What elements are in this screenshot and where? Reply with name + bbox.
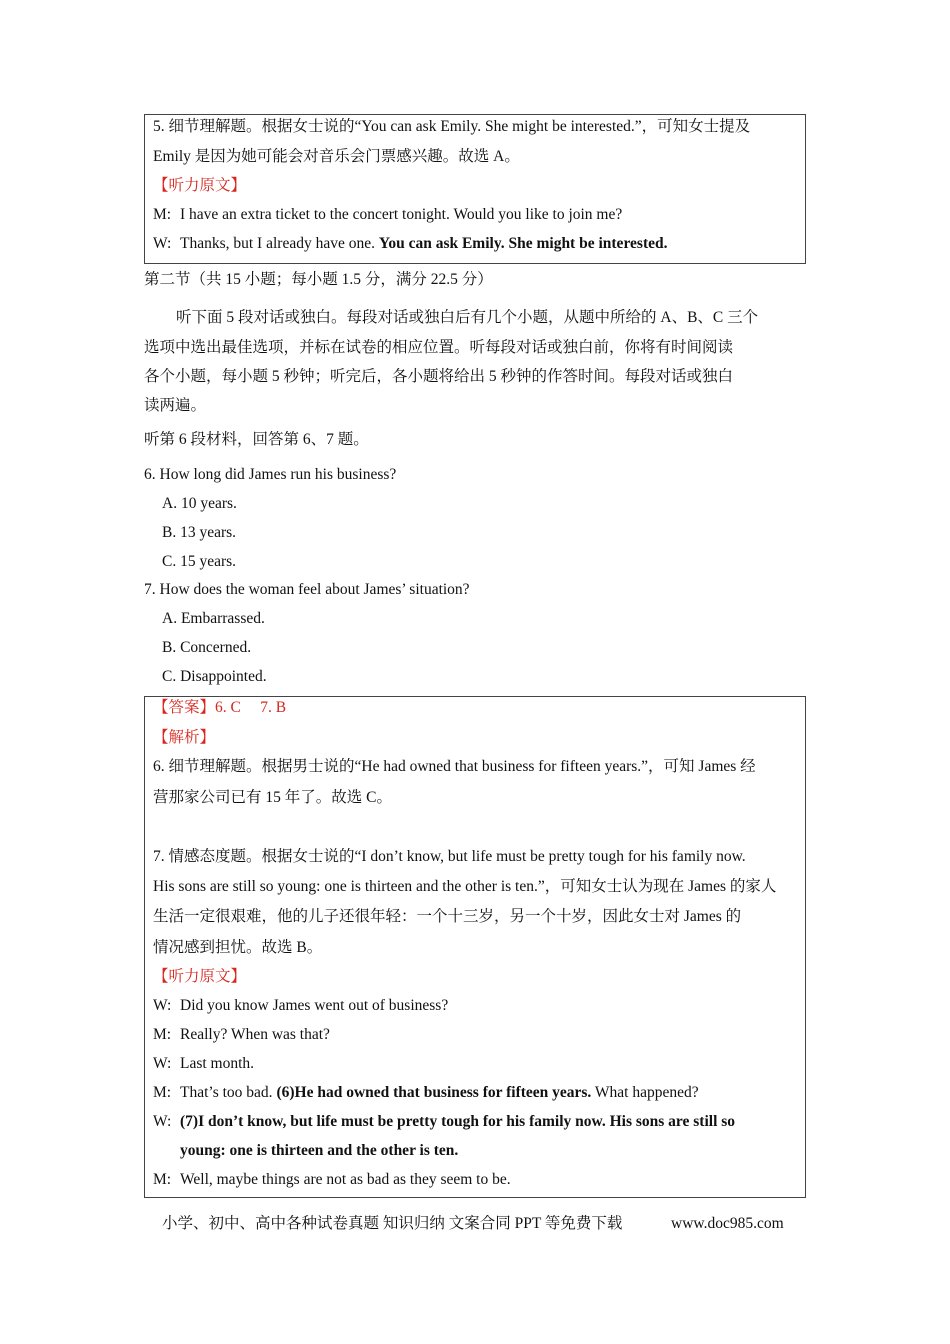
transcript-label-q6-q7: 【听力原文】 <box>153 968 247 985</box>
q6-option-a: A. 10 years. <box>162 495 237 512</box>
dialogue-text: Did you know James went out of business? <box>180 997 449 1014</box>
speaker-label: M: <box>153 1026 172 1043</box>
q7-analysis-line4: 情况感到担忧。故选 B。 <box>153 939 323 956</box>
q6-option-c: C. 15 years. <box>162 553 237 570</box>
answer-label: 【答案】 <box>153 699 216 716</box>
question-6: 6. How long did James run his business? <box>144 466 397 483</box>
analysis-label: 【解析】 <box>153 729 216 746</box>
dialogue-line <box>153 1083 699 1103</box>
speaker-label: M: <box>153 206 172 223</box>
q7-option-a: A. Embarrassed. <box>162 610 265 627</box>
footer-text: 小学、初中、高中各种试卷真题 知识归纳 文案合同 PPT 等免费下载 <box>162 1215 623 1232</box>
q7-option-c: C. Disappointed. <box>162 668 267 685</box>
instruction-line2: 选项中选出最佳选项，并标在试卷的相应位置。听每段对话或独白前，你将有时间阅读 <box>144 339 734 356</box>
dialogue-text-bold: (7)I don’t know, but life must be pretty tough for his family now. His sons are still so <box>180 1113 736 1130</box>
section-title: 第二节（共 15 小题；每小题 1.5 分，满分 22.5 分） <box>144 271 493 288</box>
q7-analysis-line2: His sons are still so young: one is thirteen and the other is ten.”，可知女士认为现在 James 的家人 <box>153 878 777 895</box>
speaker-label: M: <box>153 1171 172 1188</box>
q5-analysis-line1: 5. 细节理解题。根据女士说的“You can ask Emily. She might be interested.”，可知女士提及 <box>153 118 751 135</box>
dialogue-text: Well, maybe things are not as bad as they seem to be. <box>180 1171 511 1188</box>
speaker-label: W: <box>153 235 172 252</box>
dialogue-text: Really? When was that? <box>180 1026 330 1043</box>
dialogue-line <box>153 996 448 1016</box>
dialogue-text-bold: (6)He had owned that business for fifteen years. <box>276 1084 592 1101</box>
dialogue-line <box>153 1170 511 1190</box>
q7-analysis-line3: 生活一定很艰难，他的儿子还很年轻：一个十三岁，另一个十岁，因此女士对 James 的 <box>153 908 742 925</box>
q6-analysis-line2: 营那家公司已有 15 年了。故选 C。 <box>153 789 392 806</box>
dialogue-text: That’s too bad. <box>180 1084 277 1101</box>
q5-analysis-line2: Emily 是因为她可能会对音乐会门票感兴趣。故选 A。 <box>153 148 520 165</box>
dialogue-line <box>153 1112 735 1132</box>
instruction-line1: 听下面 5 段对话或独白。每段对话或独白后有几个小题，从题中所给的 A、B、C 三个 <box>176 309 759 326</box>
dialogue-text: I have an extra ticket to the concert tonight. Would you like to join me? <box>180 206 623 223</box>
dialogue-text: What happened? <box>591 1084 699 1101</box>
dialogue-line-m <box>153 205 622 225</box>
footer-url[interactable]: www.doc985.com <box>671 1215 784 1232</box>
speaker-label: W: <box>153 1055 172 1072</box>
q6-analysis-line1: 6. 细节理解题。根据男士说的“He had owned that business for fifteen years.”，可知 James 经 <box>153 758 756 775</box>
question-7: 7. How does the woman feel about James’ situation? <box>144 581 470 598</box>
transcript-label-q5: 【听力原文】 <box>153 177 247 194</box>
q7-analysis-line1: 7. 情感态度题。根据女士说的“I don’t know, but life must be pretty tough for his family now. <box>153 848 746 865</box>
instruction-line4: 读两遍。 <box>144 397 207 414</box>
dialogue-line-w <box>153 234 668 254</box>
instruction-line3: 各个小题，每小题 5 秒钟；听完后，各小题将给出 5 秒钟的作答时间。每段对话或独白 <box>144 368 734 385</box>
dialogue-text: Thanks, but I already have one. <box>180 235 379 252</box>
speaker-label: W: <box>153 1113 172 1130</box>
dialogue-text-bold: young: one is thirteen and the other is ten. <box>180 1142 459 1159</box>
q6-option-b: B. 13 years. <box>162 524 237 541</box>
dialogue-line <box>153 1054 254 1074</box>
dialogue-line-continued <box>180 1141 458 1161</box>
speaker-label: W: <box>153 997 172 1014</box>
q7-option-b: B. Concerned. <box>162 639 252 656</box>
speaker-label: M: <box>153 1084 172 1101</box>
dialogue-line <box>153 1025 330 1045</box>
material-note: 听第 6 段材料，回答第 6、7 题。 <box>144 431 369 448</box>
answer-line <box>153 698 286 718</box>
dialogue-text-bold: You can ask Emily. She might be interested. <box>378 235 668 252</box>
dialogue-text: Last month. <box>180 1055 255 1072</box>
answer-value: 6. C 7. B <box>215 699 287 716</box>
